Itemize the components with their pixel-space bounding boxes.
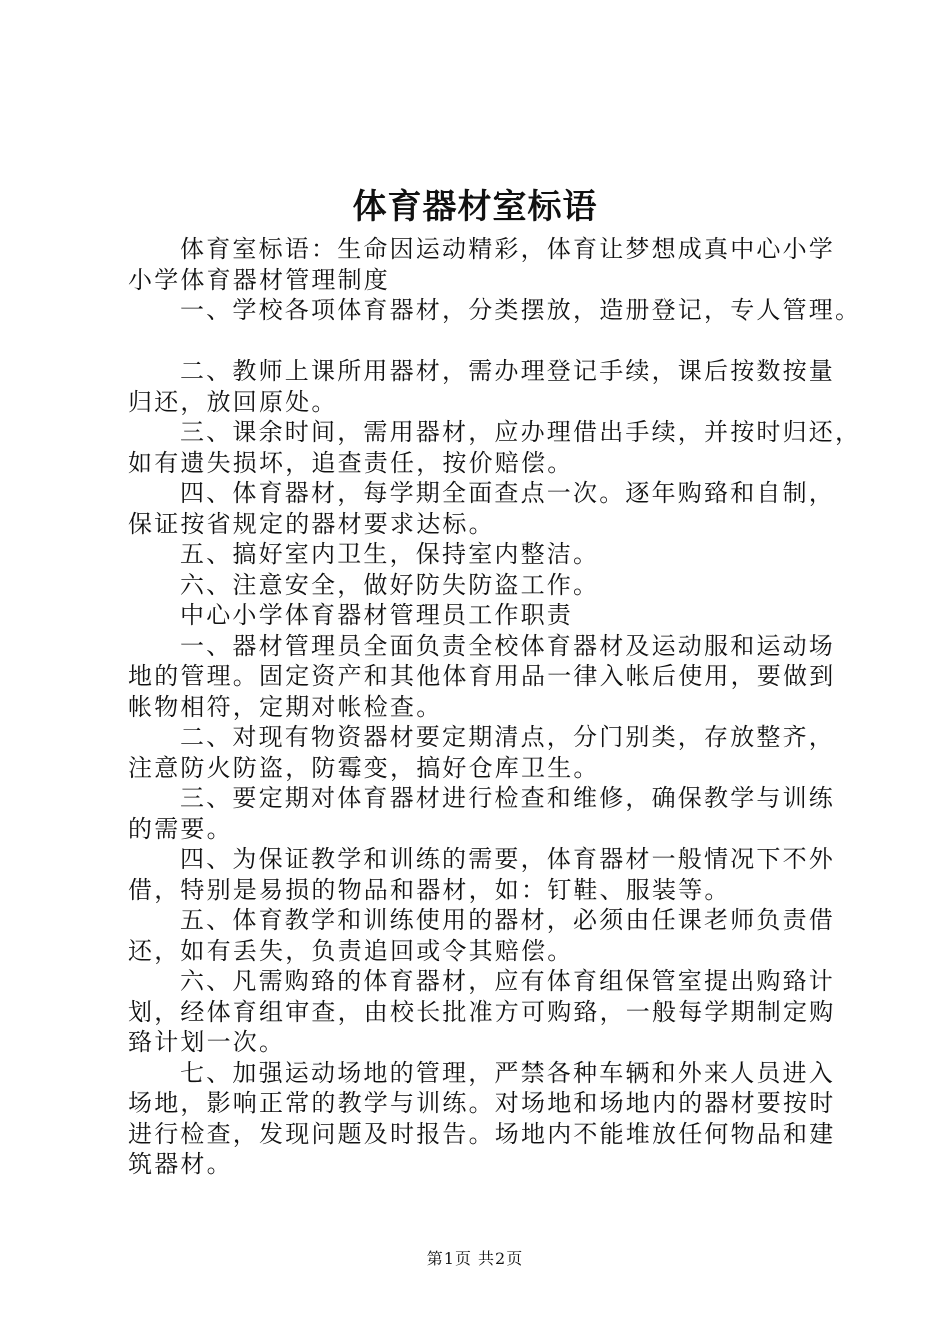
text-line: 六、注意安全，做好防失防盗工作。 — [180, 570, 600, 599]
text-line: 三、要定期对体育器材进行检查和维修，确保教学与训练 — [180, 784, 835, 812]
text-line: 五、搞好室内卫生，保持室内整洁。 — [180, 540, 600, 568]
text-line: 注意防火防盗，防霉变，搞好仓库卫生。 — [128, 753, 600, 782]
text-line: 中心小学体育器材管理员工作职责 — [180, 601, 573, 629]
text-line: 四、为保证教学和训练的需要，体育器材一般情况下不外 — [180, 845, 835, 873]
text-line: 场地，影响正常的教学与训练。对场地和场地内的器材要按时 — [128, 1089, 836, 1117]
text-line: 一、学校各项体育器材，分类摆放，造册登记，专人管理。 — [180, 296, 862, 324]
text-line: 的需要。 — [128, 814, 233, 843]
text-line: 小学体育器材管理制度 — [128, 265, 390, 294]
text-line: 体育室标语：生命因运动精彩，体育让梦想成真中心小学 — [180, 235, 835, 263]
document-title: 体育器材室标语 — [352, 187, 598, 227]
text-line: 二、对现有物资器材要定期清点，分门别类，存放整齐， — [180, 723, 835, 751]
text-line: 借，特别是易损的物品和器材，如：钉鞋、服装等。 — [128, 875, 731, 904]
text-line: 划，经体育组审查，由校长批准方可购臵，一般每学期制定购 — [128, 997, 836, 1026]
text-line: 七、加强运动场地的管理，严禁各种车辆和外来人员进入 — [180, 1058, 835, 1087]
blank-line — [128, 326, 846, 357]
page-footer: 第1页 共2页 — [426, 1249, 524, 1268]
text-line: 四、体育器材，每学期全面查点一次。逐年购臵和自制， — [180, 479, 835, 507]
text-line: 如有遗失损坏，追查责任，按价赔偿。 — [128, 448, 574, 477]
text-line: 保证按省规定的器材要求达标。 — [128, 509, 495, 538]
text-line: 一、器材管理员全面负责全校体育器材及运动服和运动场 — [180, 631, 835, 660]
text-line: 帐物相符，定期对帐检查。 — [128, 692, 443, 721]
text-line: 臵计划一次。 — [128, 1028, 286, 1056]
text-line: 地的管理。固定资产和其他体育用品一律入帐后使用，要做到 — [128, 662, 836, 690]
text-line: 三、课余时间，需用器材，应办理借出手续，并按时归还， — [180, 418, 862, 446]
text-line: 五、体育教学和训练使用的器材，必须由任课老师负责借 — [180, 906, 835, 934]
document-body — [128, 234, 862, 1180]
text-line: 还，如有丢失，负责追回或令其赔偿。 — [128, 936, 574, 965]
text-line: 进行检查，发现问题及时报告。场地内不能堆放任何物品和建 — [128, 1119, 836, 1148]
text-line: 归还，放回原处。 — [128, 387, 338, 416]
text-line: 二、教师上课所用器材，需办理登记手续，课后按数按量 — [180, 357, 835, 385]
text-line: 筑器材。 — [128, 1150, 233, 1178]
text-line: 六、凡需购臵的体育器材，应有体育组保管室提出购臵计 — [180, 967, 835, 995]
